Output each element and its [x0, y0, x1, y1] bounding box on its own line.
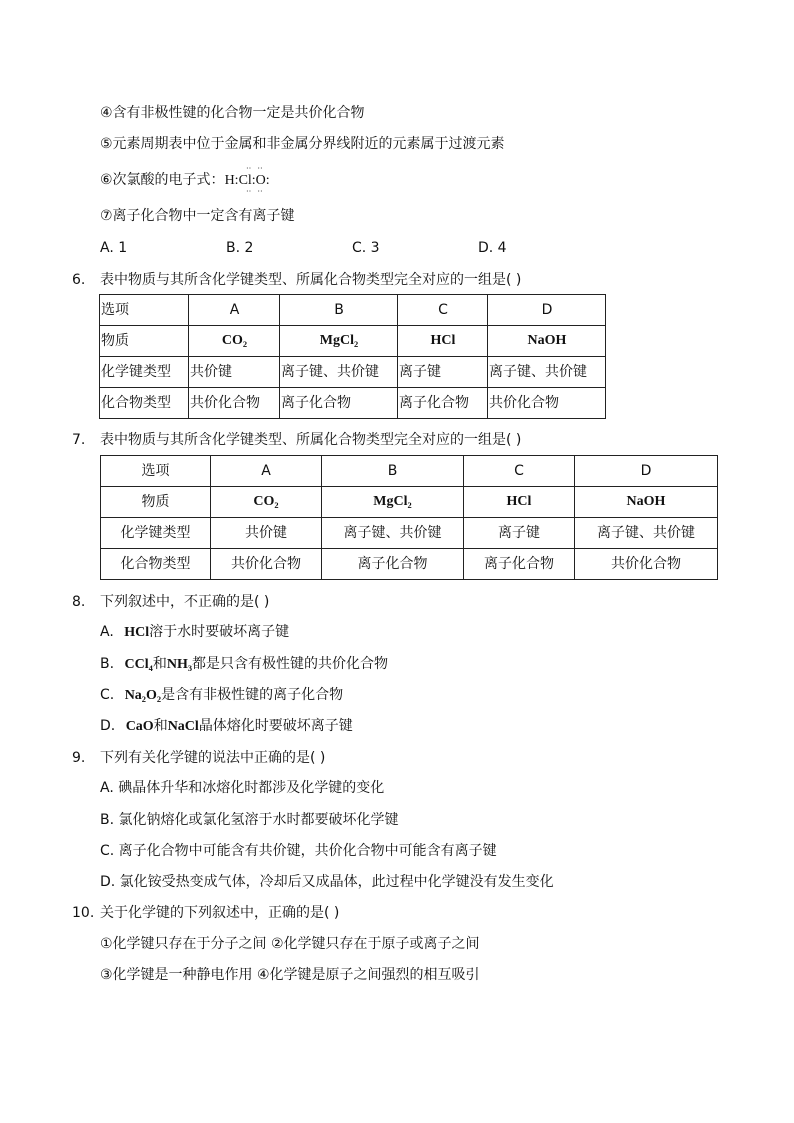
option-letter: B. [100, 656, 115, 672]
table-cell: 共价化合物 [575, 549, 718, 580]
table-cell: D [575, 456, 718, 487]
table-cell: 离子键、共价键 [575, 518, 718, 549]
q8-stem: 下列叙述中，不正确的是( ) [100, 594, 270, 610]
table-cell: 离子化合物 [280, 388, 398, 419]
table-cell: 选项 [101, 456, 211, 487]
hclo-electron-formula: H:Cl:O: [224, 173, 270, 188]
q9-option-a[interactable]: A. 碘晶体升华和冰熔化时都涉及化学键的变化 [100, 780, 385, 796]
table-cell: 化学键类型 [100, 357, 189, 388]
electron-dots-icon: ·· ·· [246, 164, 263, 173]
option-text-2: 都是只含有极性键的共价化合物 [192, 656, 389, 672]
table-cell: 离子化合物 [398, 388, 488, 419]
table-cell: 化合物类型 [100, 388, 189, 419]
q6-stem: 表中物质与其所含化学键类型、所属化合物类型完全对应的一组是( ) [100, 272, 522, 288]
table-cell: 离子键、共价键 [322, 518, 464, 549]
q6-number: 6. [72, 272, 86, 288]
q9-stem: 下列有关化学键的说法中正确的是( ) [100, 750, 326, 766]
q8-number: 8. [72, 594, 86, 610]
option-formula: CaO [125, 719, 154, 734]
option-text-2: 晶体熔化时要破坏离子键 [198, 718, 353, 734]
option-formula-2: NaCl [167, 719, 199, 734]
table-cell: HCl [398, 326, 488, 357]
table-cell: 共价键 [189, 357, 280, 388]
table-cell: NaOH [488, 326, 606, 357]
table-cell: 离子键 [398, 357, 488, 388]
table-cell: 共价化合物 [189, 388, 280, 419]
q7-stem: 表中物质与其所含化学键类型、所属化合物类型完全对应的一组是( ) [100, 432, 522, 448]
statement-6 [100, 171, 270, 190]
q5-option-a[interactable]: A. 1 [100, 240, 128, 256]
statement-7: ⑦离子化合物中一定含有离子键 [100, 208, 295, 224]
option-formula: Na₂O₂ [124, 688, 162, 703]
table-row [101, 518, 718, 549]
table-cell: CO₂ [189, 326, 280, 357]
option-formula-2: NH₃ [166, 657, 193, 672]
table-cell: 离子键 [464, 518, 575, 549]
option-text: 和 [152, 656, 167, 672]
q7-table [100, 455, 718, 580]
q7-number: 7. [72, 432, 86, 448]
q10-statements-line-2: ③化学键是一种静电作用 ④化学键是原子之间强烈的相互吸引 [100, 967, 480, 983]
table-cell: B [280, 295, 398, 326]
q9-option-c[interactable]: C. 离子化合物中可能含有共价键，共价化合物中可能含有离子键 [100, 843, 497, 859]
table-row [101, 549, 718, 580]
table-cell: 化合物类型 [101, 549, 211, 580]
option-text: 溶于水时要破坏离子键 [149, 624, 290, 640]
option-formula: CCl₄ [124, 657, 153, 672]
table-row [100, 357, 606, 388]
table-cell: HCl [464, 487, 575, 518]
option-letter: A. [100, 624, 114, 640]
q5-option-c[interactable]: C. 3 [352, 240, 380, 256]
table-cell: 离子键、共价键 [280, 357, 398, 388]
table-cell: 物质 [101, 487, 211, 518]
table-cell: 物质 [100, 326, 189, 357]
q8-option-a[interactable] [100, 623, 289, 642]
table-cell: A [189, 295, 280, 326]
statement-6-text: ⑥次氯酸的电子式： [100, 172, 225, 188]
table-row [101, 487, 718, 518]
table-row [100, 388, 606, 419]
q5-option-b[interactable]: B. 2 [226, 240, 254, 256]
q5-option-d[interactable]: D. 4 [478, 240, 507, 256]
table-cell: 离子化合物 [322, 549, 464, 580]
option-letter: D. [100, 718, 116, 734]
option-text: 是含有非极性键的离子化合物 [161, 687, 344, 703]
statement-5: ⑤元素周期表中位于金属和非金属分界线附近的元素属于过渡元素 [100, 136, 505, 152]
q9-number: 9. [72, 750, 86, 766]
q9-option-d[interactable]: D. 氯化铵受热变成气体，冷却后又成晶体，此过程中化学键没有发生变化 [100, 874, 554, 890]
q10-stem: 关于化学键的下列叙述中，正确的是( ) [100, 905, 340, 921]
table-cell: 共价键 [211, 518, 322, 549]
q10-number: 10. [72, 905, 95, 921]
table-cell: B [322, 456, 464, 487]
table-row [101, 456, 718, 487]
q8-option-d[interactable] [100, 717, 353, 736]
option-text: 和 [153, 718, 168, 734]
table-cell: 化学键类型 [101, 518, 211, 549]
table-cell: 共价化合物 [211, 549, 322, 580]
table-cell: D [488, 295, 606, 326]
q9-option-b[interactable]: B. 氯化钠熔化或氯化氢溶于水时都要破坏化学键 [100, 812, 399, 828]
table-cell: 离子化合物 [464, 549, 575, 580]
electron-dots-bottom-icon: ·· ·· [246, 187, 263, 196]
table-cell: 离子键、共价键 [488, 357, 606, 388]
table-cell: C [464, 456, 575, 487]
table-cell: CO₂ [211, 487, 322, 518]
table-cell: MgCl₂ [322, 487, 464, 518]
statement-4: ④含有非极性键的化合物一定是共价化合物 [100, 105, 365, 121]
option-formula: HCl [124, 625, 150, 640]
q8-option-c[interactable] [100, 686, 343, 705]
table-row [100, 326, 606, 357]
table-cell: NaOH [575, 487, 718, 518]
q6-table [99, 294, 606, 419]
option-letter: C. [100, 687, 115, 703]
q8-option-b[interactable] [100, 655, 388, 674]
table-cell: MgCl₂ [280, 326, 398, 357]
q10-statements-line-1: ①化学键只存在于分子之间 ②化学键只存在于原子或离子之间 [100, 936, 480, 952]
table-cell: 共价化合物 [488, 388, 606, 419]
table-cell: 选项 [100, 295, 189, 326]
table-cell: A [211, 456, 322, 487]
table-row [100, 295, 606, 326]
table-cell: C [398, 295, 488, 326]
